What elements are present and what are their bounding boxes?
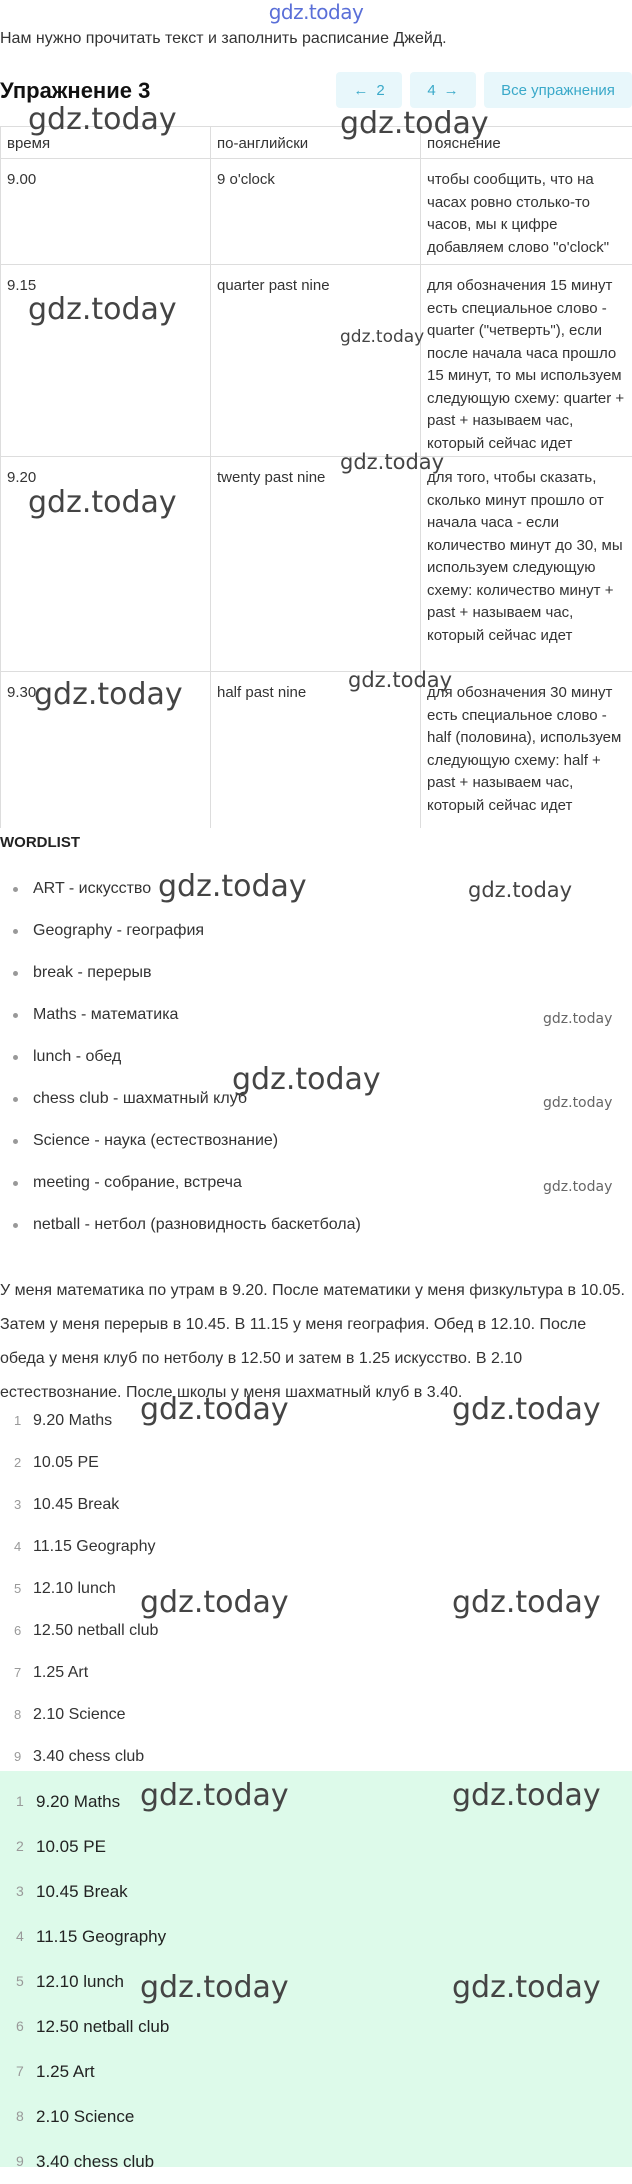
list-number: 2 <box>14 1442 21 1484</box>
table-cell: 9.00 <box>1 159 211 265</box>
table-cell: 9.20 <box>1 457 211 672</box>
list-number: 8 <box>16 2094 24 2139</box>
list-number: 5 <box>16 1959 24 2004</box>
task-intro: Нам нужно прочитать текст и заполнить расписание Джейд. <box>0 30 447 48</box>
list-number: 6 <box>16 2004 24 2049</box>
list-number: 8 <box>14 1694 21 1736</box>
list-item <box>0 1400 158 1442</box>
watermark: gdz.today <box>543 1179 612 1195</box>
list-number: 2 <box>16 1824 24 1869</box>
list-item <box>0 1652 158 1694</box>
list-number: 3 <box>14 1484 21 1526</box>
table-cell: twenty past nine <box>211 457 421 672</box>
list-item: Maths - математика <box>0 994 361 1036</box>
watermark: gdz.today <box>452 1778 601 1813</box>
table-header: по-английски <box>211 127 421 159</box>
all-exercises-button[interactable] <box>484 72 632 108</box>
schedule-entry: 2.10 Science <box>33 1706 126 1723</box>
table-cell: 9.15 <box>1 265 211 457</box>
watermark: gdz.today <box>140 1970 289 2005</box>
table-cell: 9.30 <box>1 672 211 829</box>
list-item: lunch - обед <box>0 1036 361 1078</box>
table-cell: quarter past nine <box>211 265 421 457</box>
next-exercise-button[interactable] <box>410 72 476 108</box>
prev-exercise-label: 2 <box>376 82 384 99</box>
schedule-entry: 1.25 Art <box>33 1664 88 1681</box>
watermark: gdz.today <box>340 450 444 474</box>
answer-entry: 9.20 Maths <box>36 1792 120 1811</box>
table-cell: half past nine <box>211 672 421 829</box>
list-number: 6 <box>14 1610 21 1652</box>
schedule-list <box>0 1400 158 1778</box>
list-number: 7 <box>14 1652 21 1694</box>
answer-entry: 10.45 Break <box>36 1882 128 1901</box>
list-item: break - перерыв <box>0 952 361 994</box>
list-item <box>0 1484 158 1526</box>
watermark: gdz.today <box>34 677 183 712</box>
list-number: 1 <box>16 1779 24 1824</box>
list-item: netball - нетбол (разновидность баскетбола) <box>0 1204 361 1246</box>
table-cell: для того, чтобы сказать, сколько минут прошло от начала часа - если количество минут до 30, мы используем следующую схему: количество минут + past + называем час, который сейчас идет <box>421 457 632 672</box>
answer-entry: 12.50 netball club <box>36 2017 169 2036</box>
list-item <box>0 2004 632 2049</box>
table-header: время <box>1 127 211 159</box>
list-number: 4 <box>14 1526 21 1568</box>
schedule-entry: 3.40 chess club <box>33 1748 144 1765</box>
table-cell: чтобы сообщить, что на часах ровно столько-то часов, мы к цифре добавляем слово "o'clock" <box>421 159 632 265</box>
watermark: gdz.today <box>158 869 307 904</box>
list-item: chess club - шахматный клуб <box>0 1078 361 1120</box>
answer-entry: 11.15 Geography <box>36 1927 166 1946</box>
schedule-entry: 10.45 Break <box>33 1496 119 1513</box>
list-item: Geography - география <box>0 910 361 952</box>
list-number: 9 <box>14 1736 21 1778</box>
watermark: gdz.today <box>140 1392 289 1427</box>
list-number: 5 <box>14 1568 21 1610</box>
watermark: gdz.today <box>232 1062 381 1097</box>
watermark: gdz.today <box>468 878 572 902</box>
exercise-title: Упражнение 3 <box>0 78 150 104</box>
list-item: meeting - собрание, встреча <box>0 1162 361 1204</box>
list-item <box>0 1526 158 1568</box>
watermark: gdz.today <box>340 106 489 141</box>
answer-entry: 2.10 Science <box>36 2107 134 2126</box>
translation-paragraph: У меня математика по утрам в 9.20. После математики у меня физкультура в 10.05. Затем у меня перерыв в 10.45. В 11.15 у меня география. Обед в 12.10. После обеда у меня клуб по нетболу в 12.50 и затем в 1.25 искусство. В 2.10 естествознание. После школы у меня шахматный клуб в 3.40. <box>0 1274 632 1410</box>
prev-exercise-button[interactable] <box>336 72 402 108</box>
list-item <box>0 1610 158 1652</box>
list-item: ART - искусство <box>0 868 361 910</box>
list-item <box>0 1442 158 1484</box>
next-exercise-label: 4 <box>427 82 435 99</box>
answer-entry: 12.10 lunch <box>36 1972 124 1991</box>
watermark: gdz.today <box>28 102 177 137</box>
answer-entry: 1.25 Art <box>36 2062 95 2081</box>
schedule-entry: 11.15 Geography <box>33 1538 155 1555</box>
watermark: gdz.today <box>452 1392 601 1427</box>
wordlist-heading: WORDLIST <box>0 834 80 851</box>
arrow-left-icon: ← <box>353 82 368 99</box>
schedule-entry: 12.10 lunch <box>33 1580 116 1597</box>
watermark: gdz.today <box>140 1585 289 1620</box>
time-explanation-table <box>0 126 632 828</box>
time-table <box>0 126 632 828</box>
list-number: 7 <box>16 2049 24 2094</box>
list-item <box>0 1914 632 1959</box>
watermark: gdz.today <box>140 1778 289 1813</box>
site-logo[interactable]: gdz.today <box>0 0 632 24</box>
watermark: gdz.today <box>28 292 177 327</box>
list-item: Science - наука (естествознание) <box>0 1120 361 1162</box>
list-item <box>0 1694 158 1736</box>
watermark: gdz.today <box>452 1585 601 1620</box>
list-number: 9 <box>16 2139 24 2184</box>
schedule-entry: 12.50 netball club <box>33 1622 158 1639</box>
watermark: gdz.today <box>28 485 177 520</box>
all-exercises-label: Все упражнения <box>501 82 615 99</box>
schedule-entry: 10.05 PE <box>33 1454 99 1471</box>
watermark: gdz.today <box>543 1095 612 1111</box>
list-item <box>0 2139 632 2184</box>
list-item <box>0 2094 632 2139</box>
list-number: 4 <box>16 1914 24 1959</box>
table-row <box>1 159 632 265</box>
schedule-entry: 9.20 Maths <box>33 1412 112 1429</box>
answer-entry: 3.40 chess club <box>36 2152 154 2171</box>
table-cell: для обозначения 15 минут есть специальное слово - quarter ("четверть"), если после начала часа прошло 15 минут, то мы используем следующую схему: quarter + past + называем час, который сейчас идет <box>421 265 632 457</box>
wordlist <box>0 868 361 1246</box>
watermark: gdz.today <box>543 1011 612 1027</box>
watermark: gdz.today <box>452 1970 601 2005</box>
list-item <box>0 2049 632 2094</box>
answer-block <box>0 1771 632 2167</box>
watermark: gdz.today <box>348 668 452 692</box>
list-item <box>0 1568 158 1610</box>
table-cell: для обозначения 30 минут есть специальное слово - half (половина), используем следующую схему: half + past + называем час, который сейчас идет <box>421 672 632 829</box>
arrow-right-icon: → <box>444 82 459 99</box>
answer-entry: 10.05 PE <box>36 1837 106 1856</box>
table-header: пояснение <box>421 127 632 159</box>
watermark: gdz.today <box>340 327 424 347</box>
list-number: 3 <box>16 1869 24 1914</box>
list-number: 1 <box>14 1400 21 1442</box>
table-cell: 9 o'clock <box>211 159 421 265</box>
list-item <box>0 1824 632 1869</box>
list-item <box>0 1869 632 1914</box>
